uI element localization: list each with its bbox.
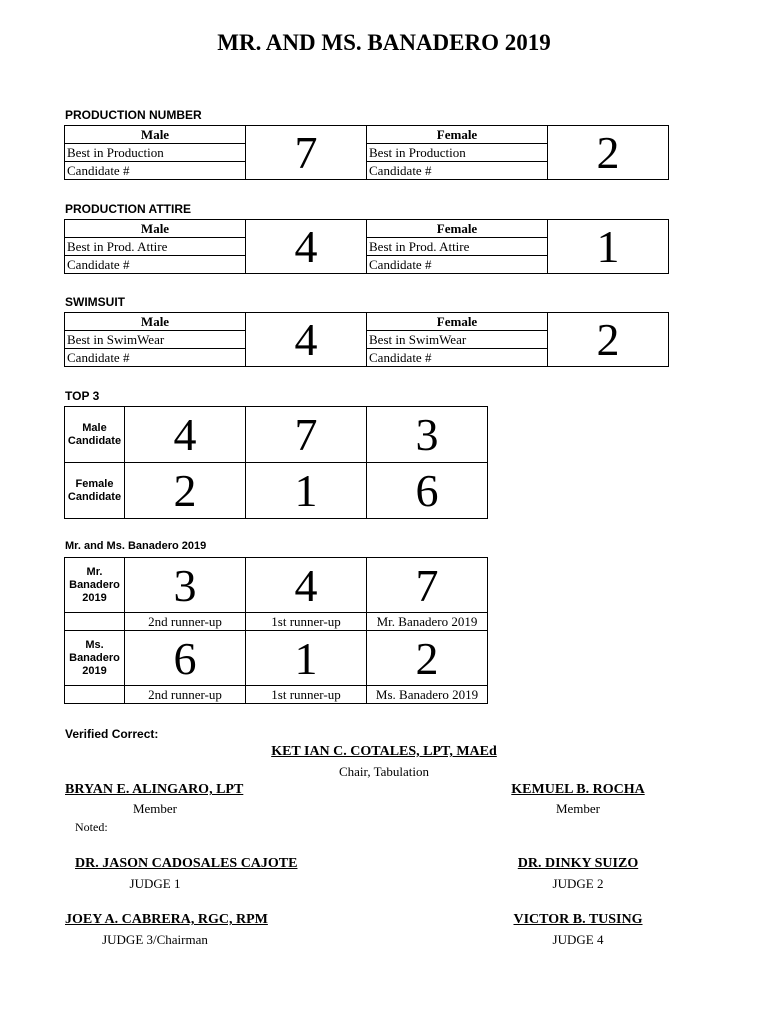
chair-role: Chair, Tabulation [338, 764, 430, 779]
judge4-role: JUDGE 4 [552, 932, 604, 947]
male-header: Male [65, 313, 246, 331]
place-label: 1st runner-up [246, 613, 367, 631]
place-label: Ms. Banadero 2019 [367, 686, 488, 704]
member2-name: KEMUEL B. ROCHA [511, 782, 645, 797]
female-winner-number: 1 [548, 220, 669, 274]
noted-label: Noted: [75, 820, 108, 834]
place-label: 1st runner-up [246, 686, 367, 704]
female-award-label: Best in Production [367, 144, 548, 162]
section-label-production-attire: PRODUCTION ATTIRE [65, 202, 191, 216]
male-award-label: Best in Prod. Attire [65, 238, 246, 256]
empty-cell [65, 613, 125, 631]
male-winner-number: 4 [246, 220, 367, 274]
ms-2nd-runner-up-number: 6 [125, 631, 246, 686]
female-winner-number: 2 [548, 313, 669, 367]
judge2-role: JUDGE 2 [552, 876, 604, 891]
female-candidate-label: Candidate # [367, 256, 548, 274]
male-top-2: 7 [246, 407, 367, 463]
female-award-label: Best in SwimWear [367, 331, 548, 349]
male-top-1: 4 [125, 407, 246, 463]
male-top-3: 3 [367, 407, 488, 463]
male-candidate-label: Male Candidate [65, 407, 125, 463]
male-award-label: Best in Production [65, 144, 246, 162]
female-candidate-label: Female Candidate [65, 463, 125, 519]
place-label: 2nd runner-up [125, 613, 246, 631]
empty-cell [65, 686, 125, 704]
judge2-name: DR. DINKY SUIZO [517, 856, 639, 871]
ms-1st-runner-up-number: 1 [246, 631, 367, 686]
male-candidate-label: Candidate # [65, 349, 246, 367]
section-label-production-number: PRODUCTION NUMBER [65, 108, 202, 122]
winners-table [64, 557, 488, 704]
verified-label: Verified Correct: [65, 727, 159, 741]
ms-banadero-label: Ms. Banadero 2019 [65, 631, 125, 686]
mr-1st-runner-up-number: 4 [246, 558, 367, 613]
male-award-label: Best in SwimWear [65, 331, 246, 349]
female-winner-number: 2 [548, 126, 669, 180]
male-candidate-label: Candidate # [65, 256, 246, 274]
swimsuit-table [64, 312, 669, 367]
male-winner-number: 4 [246, 313, 367, 367]
mr-banadero-label: Mr. Banadero 2019 [65, 558, 125, 613]
female-header: Female [367, 313, 548, 331]
place-label: Mr. Banadero 2019 [367, 613, 488, 631]
section-label-swimsuit: SWIMSUIT [65, 295, 125, 309]
production-number-table [64, 125, 669, 180]
male-header: Male [65, 126, 246, 144]
judge1-name: DR. JASON CADOSALES CAJOTE [75, 856, 298, 871]
judge3-role: JUDGE 3/Chairman [102, 932, 208, 947]
mr-winner-number: 7 [367, 558, 488, 613]
section-label-top3: TOP 3 [65, 389, 100, 403]
judge1-role: JUDGE 1 [129, 876, 181, 891]
member2-role: Member [555, 801, 601, 816]
judge3-name: JOEY A. CABRERA, RGC, RPM [65, 912, 268, 927]
female-candidate-label: Candidate # [367, 349, 548, 367]
female-top-3: 6 [367, 463, 488, 519]
male-header: Male [65, 220, 246, 238]
ms-winner-number: 2 [367, 631, 488, 686]
page-title: MR. AND MS. BANADERO 2019 [217, 30, 551, 55]
member1-name: BRYAN E. ALINGARO, LPT [65, 782, 244, 797]
female-header: Female [367, 126, 548, 144]
male-winner-number: 7 [246, 126, 367, 180]
top3-table [64, 406, 488, 519]
member1-role: Member [132, 801, 178, 816]
production-attire-table [64, 219, 669, 274]
female-top-2: 1 [246, 463, 367, 519]
male-candidate-label: Candidate # [65, 162, 246, 180]
female-award-label: Best in Prod. Attire [367, 238, 548, 256]
chair-name: KET IAN C. COTALES, LPT, MAEd [271, 744, 497, 759]
mr-2nd-runner-up-number: 3 [125, 558, 246, 613]
female-top-1: 2 [125, 463, 246, 519]
judge4-name: VICTOR B. TUSING [513, 912, 643, 927]
female-candidate-label: Candidate # [367, 162, 548, 180]
place-label: 2nd runner-up [125, 686, 246, 704]
section-label-winners: Mr. and Ms. Banadero 2019 [65, 540, 207, 552]
female-header: Female [367, 220, 548, 238]
